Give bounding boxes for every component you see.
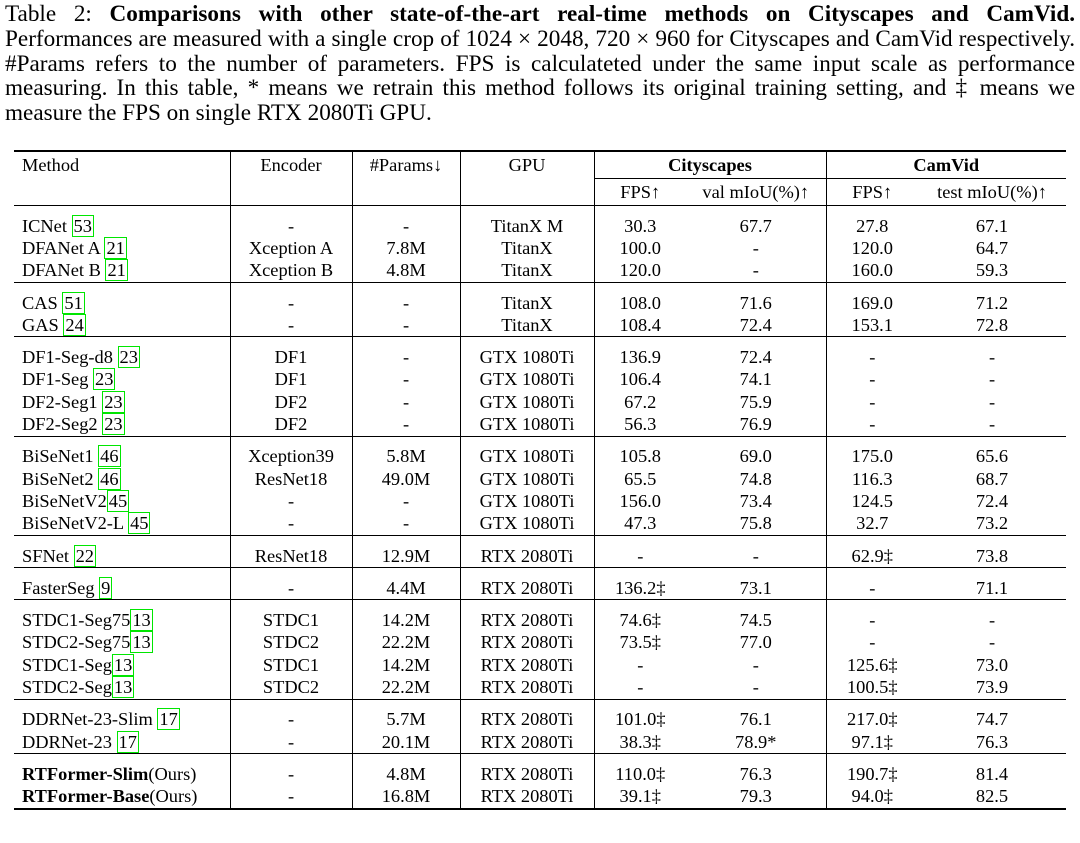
table-row: [14, 237, 1066, 259]
cv-fps-cell: -: [869, 347, 876, 368]
cv-fps-cell: -: [869, 391, 876, 412]
method-name: DDRNet-23-Slim: [22, 709, 158, 730]
cv-miou-cell: 81.4: [975, 763, 1009, 784]
cv-miou-cell: 82.5: [918, 786, 1066, 809]
gpu-cell: RTX 2080Ti: [460, 709, 594, 731]
method-cell: [14, 215, 230, 237]
method-name: DF1-Seg: [22, 369, 94, 390]
cv-fps-cell: 160.0: [851, 260, 893, 281]
cs-miou-cell: -: [686, 654, 826, 676]
header-row-1: [14, 151, 1066, 179]
header-gpu: GPU: [460, 151, 594, 179]
cv-miou-cell: 64.7: [975, 237, 1009, 258]
encoder-cell: -: [230, 215, 352, 237]
method-cell: [14, 391, 230, 413]
encoder-cell: -: [230, 763, 352, 785]
citation-link[interactable]: 13: [132, 632, 151, 653]
method-cell: [14, 676, 230, 699]
table-row: [14, 513, 1066, 536]
table-row: [14, 709, 1066, 731]
cv-fps-cell: 169.0: [851, 292, 893, 313]
method-cell: [14, 763, 230, 785]
gpu-cell: GTX 1080Ti: [460, 391, 594, 413]
params-cell: -: [352, 490, 460, 512]
group-separator: [14, 600, 1066, 610]
table-row: [14, 786, 1066, 809]
method-cell: [14, 731, 230, 754]
cs-miou-cell: 74.1: [686, 369, 826, 391]
method-name: DDRNet-23: [22, 731, 117, 752]
cs-fps-cell: 156.0: [619, 490, 661, 511]
header-cs-miou: val mIoU(%)↑: [686, 179, 826, 206]
cv-miou-cell: -: [988, 347, 996, 368]
table-row: [14, 346, 1066, 368]
cs-miou-cell: -: [686, 237, 826, 259]
cs-miou-cell: 76.9: [686, 413, 826, 436]
cs-fps-cell: 47.3: [624, 513, 657, 534]
gpu-cell: GTX 1080Ti: [460, 490, 594, 512]
table-row: [14, 490, 1066, 512]
cs-miou-cell: -: [686, 676, 826, 699]
gpu-cell: TitanX: [460, 237, 594, 259]
cv-fps-cell: -: [869, 369, 876, 390]
cv-miou-cell: 65.6: [975, 446, 1009, 467]
params-cell: 22.2M: [352, 676, 460, 699]
cv-miou-cell: 76.3: [975, 731, 1009, 752]
cv-fps-cell: 27.8: [856, 215, 889, 236]
method-cell: [14, 545, 230, 568]
cv-miou-cell: 73.0: [975, 654, 1009, 675]
header-cv-miou: test mIoU(%)↑: [937, 181, 1047, 202]
method-name: RTFormer-Slim: [22, 763, 149, 784]
cs-fps-cell: 73.5‡: [619, 632, 661, 653]
cs-fps-cell: 74.6‡: [619, 610, 661, 631]
encoder-cell: DF1: [230, 346, 352, 368]
cs-fps-cell: 105.8: [619, 446, 661, 467]
cv-miou-cell: -: [988, 610, 996, 631]
cs-fps-cell: 65.5: [624, 468, 657, 489]
gpu-cell: RTX 2080Ti: [460, 632, 594, 654]
method-name: DF2-Seg2: [22, 414, 103, 435]
cv-fps-cell: 153.1: [851, 314, 893, 335]
cs-miou-cell: 69.0: [686, 446, 826, 468]
params-cell: -: [352, 346, 460, 368]
encoder-cell: -: [230, 490, 352, 512]
params-cell: 4.4M: [352, 577, 460, 600]
encoder-cell: -: [230, 786, 352, 809]
method-name: ICNet: [22, 215, 72, 236]
citation-link[interactable]: 23: [119, 347, 138, 368]
cv-fps-cell: 100.5‡: [846, 676, 898, 697]
gpu-cell: TitanX M: [460, 215, 594, 237]
citation-link[interactable]: 23: [104, 414, 123, 435]
method-name: BiSeNet2: [22, 468, 99, 489]
params-cell: -: [352, 314, 460, 337]
method-name: RTFormer-Base: [22, 786, 150, 807]
method-cell: [14, 609, 230, 631]
gpu-cell: TitanX: [460, 314, 594, 337]
params-cell: -: [352, 513, 460, 536]
header-params: #Params↓: [352, 151, 460, 179]
encoder-cell: -: [230, 709, 352, 731]
cs-fps-cell: 110.0‡: [615, 763, 666, 784]
cs-miou-cell: 67.7: [686, 215, 826, 237]
cv-fps-cell: -: [869, 632, 876, 653]
cs-fps-cell: 120.0: [619, 260, 661, 281]
cs-miou-cell: 76.1: [686, 709, 826, 731]
method-cell: [14, 786, 230, 809]
citation-link[interactable]: 17: [118, 731, 137, 752]
table-row: [14, 676, 1066, 699]
method-name: SFNet: [22, 545, 74, 566]
method-cell: [14, 237, 230, 259]
method-cell: [14, 413, 230, 436]
method-name: BiSeNetV2-L: [22, 513, 129, 534]
gpu-cell: RTX 2080Ti: [460, 654, 594, 676]
table-row: [14, 260, 1066, 283]
cv-miou-cell: 59.3: [975, 260, 1009, 281]
method-cell: [14, 490, 230, 512]
cv-fps-cell: 124.5: [851, 490, 893, 511]
citation-link[interactable]: 45: [130, 513, 149, 534]
cv-miou-cell: 73.8: [975, 545, 1009, 566]
cs-miou-cell: -: [686, 260, 826, 283]
params-cell: 20.1M: [352, 731, 460, 754]
params-cell: 14.2M: [352, 654, 460, 676]
group-separator: [14, 337, 1066, 347]
method-cell: [14, 292, 230, 314]
gpu-cell: RTX 2080Ti: [460, 577, 594, 600]
citation-link[interactable]: 13: [113, 654, 133, 675]
cs-miou-cell: -: [686, 545, 826, 568]
cv-miou-cell: -: [988, 391, 996, 412]
params-cell: 49.0M: [352, 468, 460, 490]
caption-lead: Table 2:: [5, 1, 110, 27]
encoder-cell: ResNet18: [230, 545, 352, 568]
cv-miou-cell: 73.9: [975, 676, 1009, 697]
params-cell: -: [352, 413, 460, 436]
gpu-cell: TitanX: [460, 292, 594, 314]
group-separator: [14, 206, 1066, 216]
method-cell: [14, 709, 230, 731]
cv-fps-cell: 116.3: [851, 468, 893, 489]
cs-fps-cell: 30.3: [624, 215, 657, 236]
group-separator: [14, 535, 1066, 545]
method-name: GAS: [22, 314, 64, 335]
params-cell: 22.2M: [352, 632, 460, 654]
table-row: [14, 215, 1066, 237]
params-cell: -: [352, 215, 460, 237]
cv-miou-cell: 74.7: [975, 709, 1009, 730]
cv-miou-cell: 72.4: [975, 490, 1009, 511]
method-name: FasterSeg: [22, 577, 100, 598]
cs-miou-cell: 73.4: [686, 490, 826, 512]
cv-fps-cell: 62.9‡: [851, 545, 893, 566]
method-name: DFANet A: [22, 237, 105, 258]
cv-fps-cell: 217.0‡: [846, 709, 898, 730]
table-row: [14, 577, 1066, 600]
gpu-cell: RTX 2080Ti: [460, 763, 594, 785]
cs-fps-cell: 38.3‡: [619, 731, 661, 752]
method-cell: [14, 654, 230, 676]
header-cs-fps: FPS↑: [620, 181, 661, 202]
citation-link[interactable]: 53: [73, 215, 92, 236]
citation-link[interactable]: 13: [113, 676, 133, 697]
method-cell: [14, 468, 230, 490]
params-cell: 4.8M: [352, 260, 460, 283]
cv-miou-cell: 67.1: [975, 215, 1009, 236]
gpu-cell: GTX 1080Ti: [460, 468, 594, 490]
citation-link[interactable]: 24: [65, 314, 84, 335]
params-cell: -: [352, 369, 460, 391]
group-separator: [14, 282, 1066, 292]
encoder-cell: -: [230, 731, 352, 754]
cs-fps-cell: 136.9: [619, 347, 661, 368]
group-separator: [14, 699, 1066, 709]
params-cell: -: [352, 292, 460, 314]
cs-miou-cell: 75.8: [686, 513, 826, 536]
table-row: [14, 731, 1066, 754]
cv-fps-cell: 190.7‡: [846, 763, 898, 784]
method-name: DF1-Seg-d8: [22, 347, 118, 368]
citation-link[interactable]: 13: [132, 610, 151, 631]
header-row-2: [14, 179, 1066, 206]
encoder-cell: STDC1: [230, 654, 352, 676]
cs-fps-cell: 67.2: [624, 391, 657, 412]
cs-miou-cell: 74.5: [686, 609, 826, 631]
encoder-cell: STDC1: [230, 609, 352, 631]
method-name: BiSeNet1: [22, 446, 99, 467]
table-row: [14, 391, 1066, 413]
cv-miou-cell: 71.2: [975, 292, 1009, 313]
method-name: STDC1-Seg75: [22, 610, 131, 631]
cs-fps-cell: 136.2‡: [614, 577, 666, 598]
params-cell: 7.8M: [352, 237, 460, 259]
cv-miou-cell: -: [988, 369, 996, 390]
cv-miou-cell: 72.8: [975, 314, 1009, 335]
method-name: STDC2-Seg: [22, 676, 112, 697]
encoder-cell: Xception A: [230, 237, 352, 259]
cs-miou-cell: 73.1: [686, 577, 826, 600]
gpu-cell: RTX 2080Ti: [460, 731, 594, 754]
encoder-cell: DF2: [230, 391, 352, 413]
gpu-cell: GTX 1080Ti: [460, 369, 594, 391]
method-name: BiSeNetV2: [22, 490, 107, 511]
table-row: [14, 446, 1066, 468]
table-row: [14, 369, 1066, 391]
encoder-cell: DF2: [230, 413, 352, 436]
params-cell: 12.9M: [352, 545, 460, 568]
encoder-cell: -: [230, 577, 352, 600]
citation-link[interactable]: 23: [104, 391, 123, 412]
params-cell: 5.7M: [352, 709, 460, 731]
gpu-cell: RTX 2080Ti: [460, 676, 594, 699]
encoder-cell: Xception39: [230, 446, 352, 468]
cv-miou-cell: 68.7: [975, 468, 1009, 489]
cs-miou-cell: 76.3: [686, 763, 826, 785]
cs-fps-cell: 106.4: [619, 369, 661, 390]
group-separator: [14, 568, 1066, 578]
group-separator: [14, 754, 1066, 764]
encoder-cell: -: [230, 314, 352, 337]
cs-fps-cell: -: [637, 676, 644, 697]
citation-link[interactable]: 22: [75, 545, 94, 566]
method-name: STDC1-Seg: [22, 654, 112, 675]
cs-miou-cell: 79.3: [686, 786, 826, 809]
citation-link[interactable]: 46: [100, 468, 119, 489]
method-cell: [14, 577, 230, 600]
cv-fps-cell: -: [869, 414, 876, 435]
table-row: [14, 314, 1066, 337]
table-row: [14, 545, 1066, 568]
encoder-cell: Xception B: [230, 260, 352, 283]
gpu-cell: GTX 1080Ti: [460, 413, 594, 436]
cs-miou-cell: 78.9*: [686, 731, 826, 754]
citation-link[interactable]: 21: [106, 237, 125, 258]
method-name: CAS: [22, 292, 63, 313]
cs-fps-cell: 108.4: [619, 314, 661, 335]
encoder-cell: DF1: [230, 369, 352, 391]
header-cv-fps: FPS↑: [852, 181, 893, 202]
cs-fps-cell: 39.1‡: [594, 786, 686, 809]
method-cell: [14, 446, 230, 468]
header-camvid: CamVid: [826, 151, 1066, 179]
cs-miou-cell: 72.4: [686, 314, 826, 337]
citation-link[interactable]: 23: [95, 369, 114, 390]
table-row: [14, 468, 1066, 490]
cv-miou-cell: 71.1: [975, 577, 1009, 598]
header-method: Method: [14, 151, 230, 179]
table-row: [14, 292, 1066, 314]
header-encoder: Encoder: [230, 151, 352, 179]
gpu-cell: TitanX: [460, 260, 594, 283]
cv-fps-cell: 94.0‡: [826, 786, 918, 809]
table-row: [14, 654, 1066, 676]
cv-fps-cell: -: [869, 610, 876, 631]
method-cell: [14, 314, 230, 337]
citation-link[interactable]: 21: [107, 260, 126, 281]
encoder-cell: ResNet18: [230, 468, 352, 490]
encoder-cell: STDC2: [230, 676, 352, 699]
cs-fps-cell: -: [637, 654, 644, 675]
gpu-cell: RTX 2080Ti: [460, 545, 594, 568]
cs-fps-cell: 100.0: [619, 237, 661, 258]
table-row: [14, 632, 1066, 654]
cs-miou-cell: 74.8: [686, 468, 826, 490]
cs-miou-cell: 72.4: [686, 346, 826, 368]
citation-link[interactable]: 51: [64, 292, 83, 313]
gpu-cell: RTX 2080Ti: [460, 786, 594, 809]
table-row: [14, 763, 1066, 785]
cs-fps-cell: 101.0‡: [614, 709, 666, 730]
method-cell: [14, 513, 230, 536]
gpu-cell: GTX 1080Ti: [460, 346, 594, 368]
cv-miou-cell: -: [988, 632, 996, 653]
table-row: [14, 609, 1066, 631]
citation-link[interactable]: 17: [159, 709, 178, 730]
cv-fps-cell: 97.1‡: [851, 731, 893, 752]
gpu-cell: GTX 1080Ti: [460, 513, 594, 536]
cv-fps-cell: 120.0: [851, 237, 893, 258]
comparison-table: [14, 150, 1066, 810]
method-name: STDC2-Seg75: [22, 632, 131, 653]
citation-link[interactable]: 46: [100, 446, 119, 467]
params-cell: 14.2M: [352, 609, 460, 631]
params-cell: 4.8M: [352, 763, 460, 785]
gpu-cell: GTX 1080Ti: [460, 446, 594, 468]
table-row: [14, 413, 1066, 436]
method-name: DFANet B: [22, 260, 106, 281]
cv-fps-cell: 125.6‡: [846, 654, 898, 675]
cs-fps-cell: 108.0: [619, 292, 661, 313]
cs-fps-cell: 56.3: [624, 414, 657, 435]
header-cityscapes: Cityscapes: [594, 151, 826, 179]
group-separator: [14, 436, 1066, 446]
cv-miou-cell: 73.2: [975, 513, 1009, 534]
cs-miou-cell: 75.9: [686, 391, 826, 413]
params-cell: 5.8M: [352, 446, 460, 468]
cs-miou-cell: 77.0: [686, 632, 826, 654]
table-caption: [5, 2, 1075, 126]
params-cell: 16.8M: [352, 786, 460, 809]
caption-body: Performances are measured with a single crop of 1024 × 2048, 720 × 960 for Cityscapes and CamVid respectively. #Params refers to the number of parameters. FPS is calculateted under the same input scale as performance measuring. In this table, * means we retrain this method follows its original training setting, and ‡ means we measure the FPS on single RTX 2080Ti GPU.: [5, 25, 1075, 127]
cv-fps-cell: 32.7: [856, 513, 889, 534]
citation-link[interactable]: 45: [108, 490, 128, 511]
encoder-cell: -: [230, 292, 352, 314]
encoder-cell: STDC2: [230, 632, 352, 654]
method-cell: [14, 369, 230, 391]
method-suffix: (Ours): [149, 786, 198, 807]
method-cell: [14, 632, 230, 654]
method-name: DF2-Seg1: [22, 391, 103, 412]
method-cell: [14, 346, 230, 368]
cs-fps-cell: -: [637, 545, 644, 566]
caption-title: Comparisons with other state-of-the-art real-time methods on Cityscapes and CamVid.: [109, 1, 1076, 27]
cv-fps-cell: 175.0: [851, 446, 893, 467]
cv-fps-cell: -: [869, 577, 876, 598]
method-cell: [14, 260, 230, 283]
params-cell: -: [352, 391, 460, 413]
cs-miou-cell: 71.6: [686, 292, 826, 314]
citation-link[interactable]: 9: [101, 577, 111, 598]
method-suffix: (Ours): [148, 763, 197, 784]
cv-miou-cell: -: [988, 414, 996, 435]
encoder-cell: -: [230, 513, 352, 536]
gpu-cell: RTX 2080Ti: [460, 609, 594, 631]
